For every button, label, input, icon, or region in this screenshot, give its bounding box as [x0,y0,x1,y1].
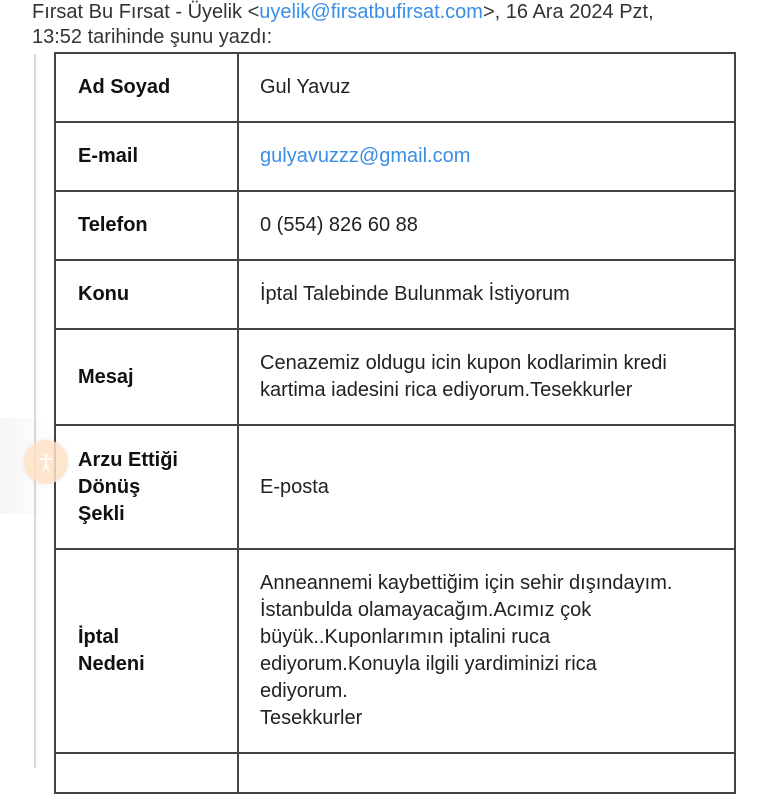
sent-date: >, 16 Ara 2024 Pzt, [482,1,654,23]
form-submission-table [54,52,736,794]
sender-email-link[interactable]: uyelik@firsatbufirsat.com [259,1,483,23]
field-label: Ad Soyad [55,53,238,122]
table-row [55,53,735,122]
field-value: Gul Yavuz [238,53,735,122]
field-label: Konu [55,260,238,329]
table-row [55,260,735,329]
field-value: Anneannemi kaybettiğim için sehir dışındayım. İstanbulda olamayacağım.Acımız çok büyük..Kuponlarımın iptalini ruca ediyorum.Konuyla ilgili yardiminizi rica ediyorum. Tesekkurler [238,549,735,753]
field-label: E-mail [55,122,238,191]
field-value [238,753,735,793]
field-label: Telefon [55,191,238,260]
wrote-line: 13:52 tarihinde şunu yazdı: [32,26,273,48]
accessibility-person-icon [36,452,56,472]
table-row [55,191,735,260]
field-label: Arzu Ettiği Dönüş Şekli [55,425,238,549]
quote-indent-bar [34,54,36,768]
table-row [55,549,735,753]
sender-name: Fırsat Bu Fırsat - Üyelik < [32,1,260,23]
field-value: 0 (554) 826 60 88 [238,191,735,260]
field-value: E-posta [238,425,735,549]
field-label [55,753,238,793]
field-value: Cenazemiz oldugu icin kupon kodlarimin kredi kartima iadesini rica ediyorum.Tesekkurler [238,329,735,425]
quoted-email-header [32,0,762,50]
field-label: Mesaj [55,329,238,425]
field-value: İptal Talebinde Bulunmak İstiyorum [238,260,735,329]
table-row [55,122,735,191]
accessibility-button[interactable] [24,440,68,484]
table-row [55,753,735,793]
email-link[interactable]: gulyavuzzz@gmail.com [260,145,471,167]
table-row [55,425,735,549]
table-row [55,329,735,425]
field-label: İptal Nedeni [55,549,238,753]
email-value-cell [238,122,735,191]
